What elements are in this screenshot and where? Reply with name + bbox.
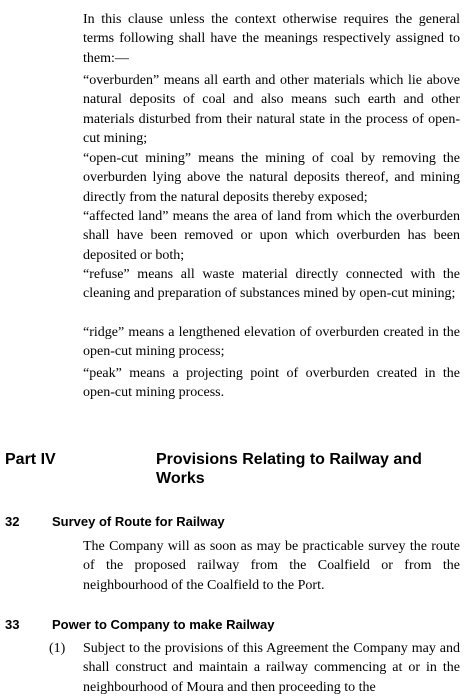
definition-refuse: “refuse” means all waste material directly connected with the cleaning and preparation of substances mined by open-cut mining; (83, 267, 460, 302)
definition-peak: “peak” means a projecting point of overburden created in the open-cut mining process. (83, 366, 460, 401)
part-label: Part IV (5, 451, 56, 468)
definition-affected-land: “affected land” means the area of land from which the overburden shall have been removed or upon which overburden has been deposited or both; (83, 209, 460, 263)
definitions-intro: In this clause unless the context otherwise requires the general terms following shall have the meanings respectively assigned to them:— (83, 12, 460, 66)
section-number: 33 (5, 617, 20, 632)
definition-overburden: “overburden” means all earth and other materials which lie above natural deposits of coal and also means such earth and other materials disturbed from their natural state in the process of open-cut mining; (83, 73, 460, 146)
section-body: The Company will as soon as may be practicable survey the route of the proposed railway from the Coalfield or from the neighbourhood of the Coalfield to the Port. (83, 539, 460, 593)
definition-ridge: “ridge” means a lengthened elevation of overburden created in the open-cut mining process; (83, 325, 460, 360)
section-number: 32 (5, 514, 20, 529)
subsection-body: Subject to the provisions of this Agreement the Company may and shall construct and maintain a railway commencing at or in the neighbourhood of Moura and then proceeding to the (83, 641, 460, 695)
part-title: Provisions Relating to Railway and Works (156, 451, 422, 487)
section-title: Power to Company to make Railway (52, 617, 275, 632)
subsection-number: (1) (49, 641, 66, 656)
definition-open-cut-mining: “open-cut mining” means the mining of coal by removing the overburden lying above the natural deposits thereof, and mining directly from the natural deposits thereby exposed; (83, 151, 460, 205)
section-title: Survey of Route for Railway (52, 514, 225, 529)
